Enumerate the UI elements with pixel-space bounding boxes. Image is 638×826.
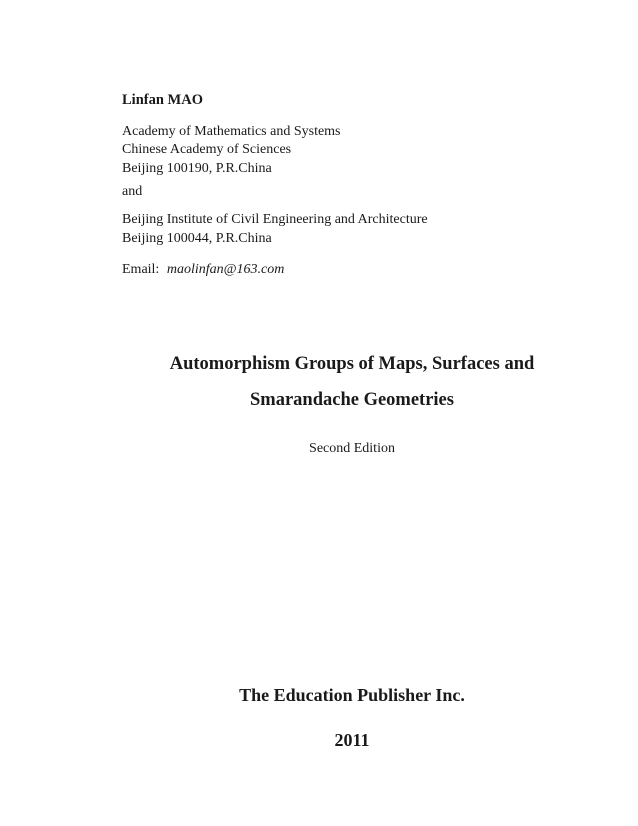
book-title-line-2: Smarandache Geometries — [250, 390, 454, 410]
affiliation-line: Academy of Mathematics and Systems — [122, 124, 341, 139]
affiliation-line: Beijing 100044, P.R.China — [122, 231, 272, 246]
publication-year: 2011 — [334, 730, 370, 750]
author-name: Linfan MAO — [122, 92, 203, 108]
affiliation-line: Beijing Institute of Civil Engineering and Architecture — [122, 212, 428, 227]
publisher-name: The Education Publisher Inc. — [239, 685, 465, 705]
email-label: Email: — [122, 262, 160, 277]
email-line — [122, 261, 284, 279]
affiliation-separator: and — [122, 184, 143, 199]
affiliation-line: Beijing 100190, P.R.China — [122, 161, 272, 176]
affiliation-line: Chinese Academy of Sciences — [122, 142, 292, 157]
edition-label: Second Edition — [309, 441, 395, 456]
book-title-line-1: Automorphism Groups of Maps, Surfaces and — [169, 354, 535, 374]
email-address[interactable]: maolinfan@163.com — [166, 262, 285, 277]
